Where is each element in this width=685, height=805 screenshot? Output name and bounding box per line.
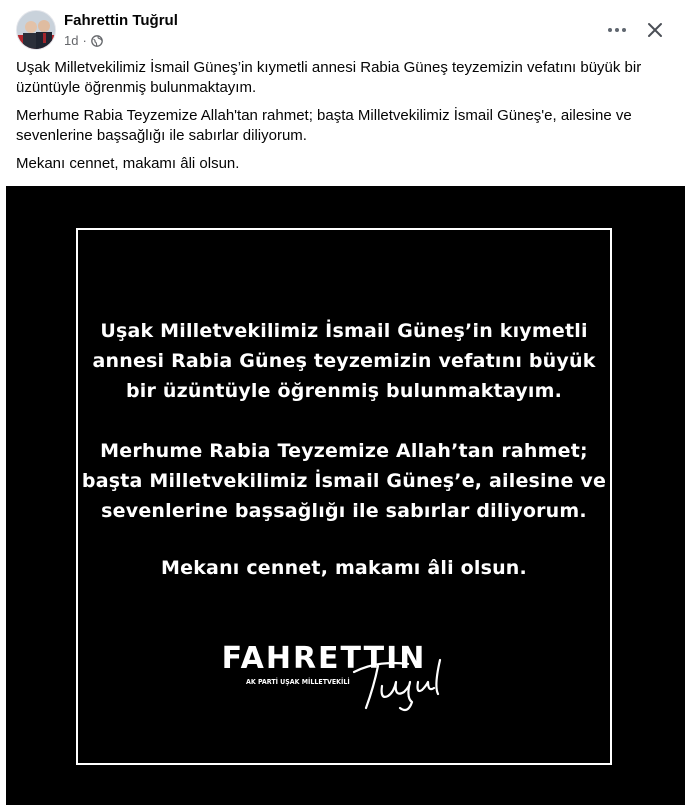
author-avatar[interactable] bbox=[16, 10, 56, 50]
more-options-icon[interactable] bbox=[603, 16, 631, 44]
post-paragraph: Mekanı cennet, makamı âli olsun. bbox=[16, 155, 240, 172]
post-paragraph: Uşak Milletvekilimiz İsmail Güneş’in kıymetli annesi Rabia Güneş teyzemizin vefatını büyük bir üzüntüyle öğrenmiş bulunmaktayım. bbox=[16, 59, 642, 96]
post-meta bbox=[64, 33, 103, 48]
image-text-block-3 bbox=[78, 553, 610, 583]
image-text-line: annesi Rabia Güneş teyzemizin vefatını büyük bbox=[92, 350, 596, 372]
image-text-line: Mekanı cennet, makamı âli olsun. bbox=[161, 557, 527, 579]
signature-subtitle: AK PARTİ UŞAK MİLLETVEKİLİ bbox=[246, 678, 350, 686]
image-text-line: bir üzüntüyle öğrenmiş bulunmaktayım. bbox=[126, 380, 562, 402]
meta-separator: · bbox=[82, 33, 87, 48]
author-name[interactable]: Fahrettin Tuğrul bbox=[64, 12, 178, 29]
post-header bbox=[16, 10, 669, 54]
image-text-block-1 bbox=[78, 316, 610, 406]
post-image[interactable] bbox=[6, 186, 685, 805]
signature-script-icon bbox=[348, 656, 458, 716]
image-text-line: başta Milletvekilimiz İsmail Güneş’e, ailesine ve bbox=[81, 470, 607, 492]
image-text-line: sevenlerine başsağlığı ile sabırlar diliyorum. bbox=[101, 500, 587, 522]
close-icon[interactable] bbox=[641, 16, 669, 44]
image-frame bbox=[76, 228, 612, 765]
image-text-block-2 bbox=[78, 436, 610, 526]
image-text-line: Uşak Milletvekilimiz İsmail Güneş’in kıymetli bbox=[100, 320, 588, 342]
post-paragraph: Merhume Rabia Teyzemize Allah'tan rahmet; başta Milletvekilimiz İsmail Güneş'e, ailesine ve sevenlerine başsağlığı ile sabırlar diliyorum. bbox=[16, 107, 632, 144]
post-text bbox=[16, 58, 656, 182]
image-text-line: Merhume Rabia Teyzemize Allah’tan rahmet; bbox=[100, 440, 588, 462]
post-time[interactable]: 1d bbox=[64, 33, 79, 48]
signature bbox=[78, 641, 610, 686]
signature-name: FAHRETTIN bbox=[221, 641, 427, 676]
globe-icon[interactable] bbox=[91, 35, 103, 47]
